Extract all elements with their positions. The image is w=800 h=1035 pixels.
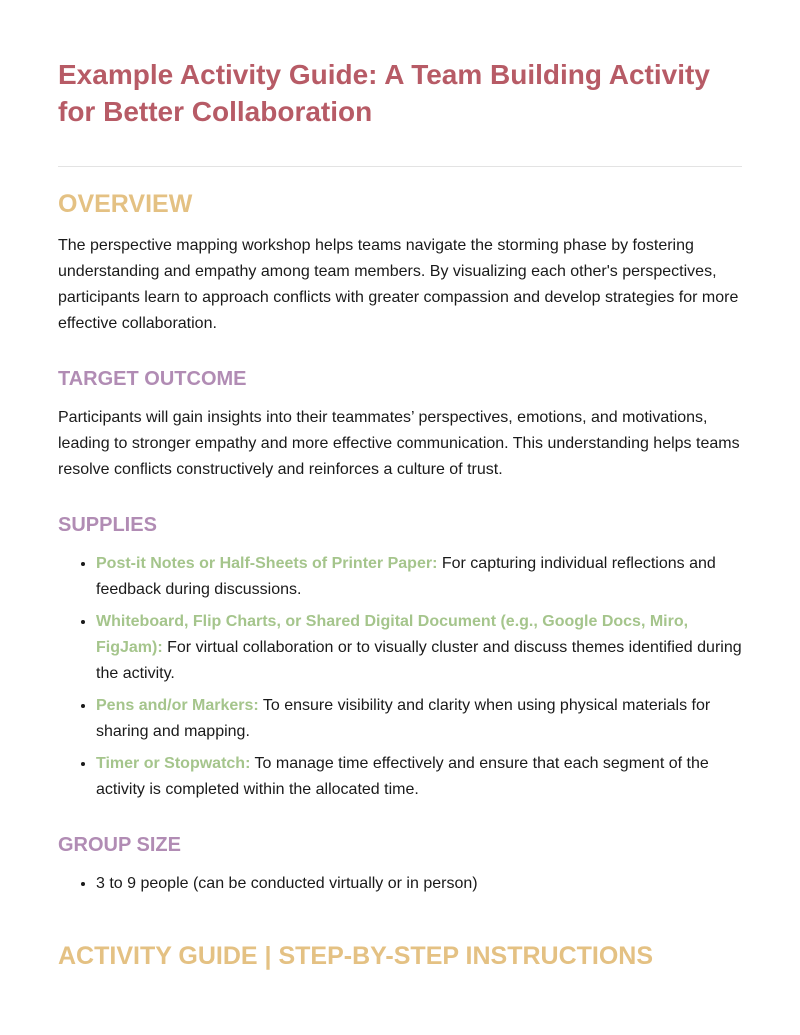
section-activity-guide	[58, 941, 742, 971]
supplies-list	[58, 551, 742, 803]
group-size-item-text: 3 to 9 people (can be conducted virtually or in person)	[96, 875, 478, 892]
list-item	[96, 551, 742, 603]
overview-body: The perspective mapping workshop helps teams navigate the storming phase by fostering understanding and empathy among team members. By visualizing each other's perspectives, participants learn to approach conflicts with greater compassion and develop strategies for more effective collaboration.	[58, 237, 739, 332]
supply-item-lead: Timer or Stopwatch:	[96, 755, 251, 772]
supply-item-text: For capturing individual reflections and feedback during discussions.	[96, 555, 716, 598]
list-item	[96, 693, 742, 745]
group-size-list	[58, 871, 742, 897]
list-item	[96, 751, 742, 803]
section-group-size	[58, 833, 742, 897]
target-outcome-body: Participants will gain insights into their teammates’ perspectives, emotions, and motivations, leading to stronger empathy and more effective communication. This understanding helps teams resolve conflicts constructively and reinforces a culture of trust.	[58, 409, 740, 478]
target-outcome-heading: TARGET OUTCOME	[58, 368, 247, 390]
group-size-heading: GROUP SIZE	[58, 834, 181, 856]
supply-item-lead: Whiteboard, Flip Charts, or Shared Digital Document (e.g., Google Docs, Miro, FigJam):	[96, 613, 689, 656]
supply-item-lead: Pens and/or Markers:	[96, 697, 259, 714]
section-supplies	[58, 513, 742, 803]
supplies-heading: SUPPLIES	[58, 514, 157, 536]
overview-heading: OVERVIEW	[58, 190, 193, 218]
list-item	[96, 871, 742, 897]
list-item	[96, 609, 742, 687]
supply-item-text: To ensure visibility and clarity when using physical materials for sharing and mapping.	[96, 697, 711, 740]
activity-guide-heading: ACTIVITY GUIDE | STEP-BY-STEP INSTRUCTIONS	[58, 942, 654, 970]
supply-item-lead: Post-it Notes or Half-Sheets of Printer Paper:	[96, 555, 438, 572]
section-target-outcome	[58, 367, 742, 483]
section-overview	[58, 189, 742, 337]
supply-item-text: To manage time effectively and ensure that each segment of the activity is completed within the allocated time.	[96, 755, 709, 798]
supply-item-text: For virtual collaboration or to visually cluster and discuss themes identified during the activity.	[96, 639, 742, 682]
title-divider	[58, 166, 742, 167]
page-title: Example Activity Guide: A Team Building Activity for Better Collaboration	[58, 59, 710, 127]
